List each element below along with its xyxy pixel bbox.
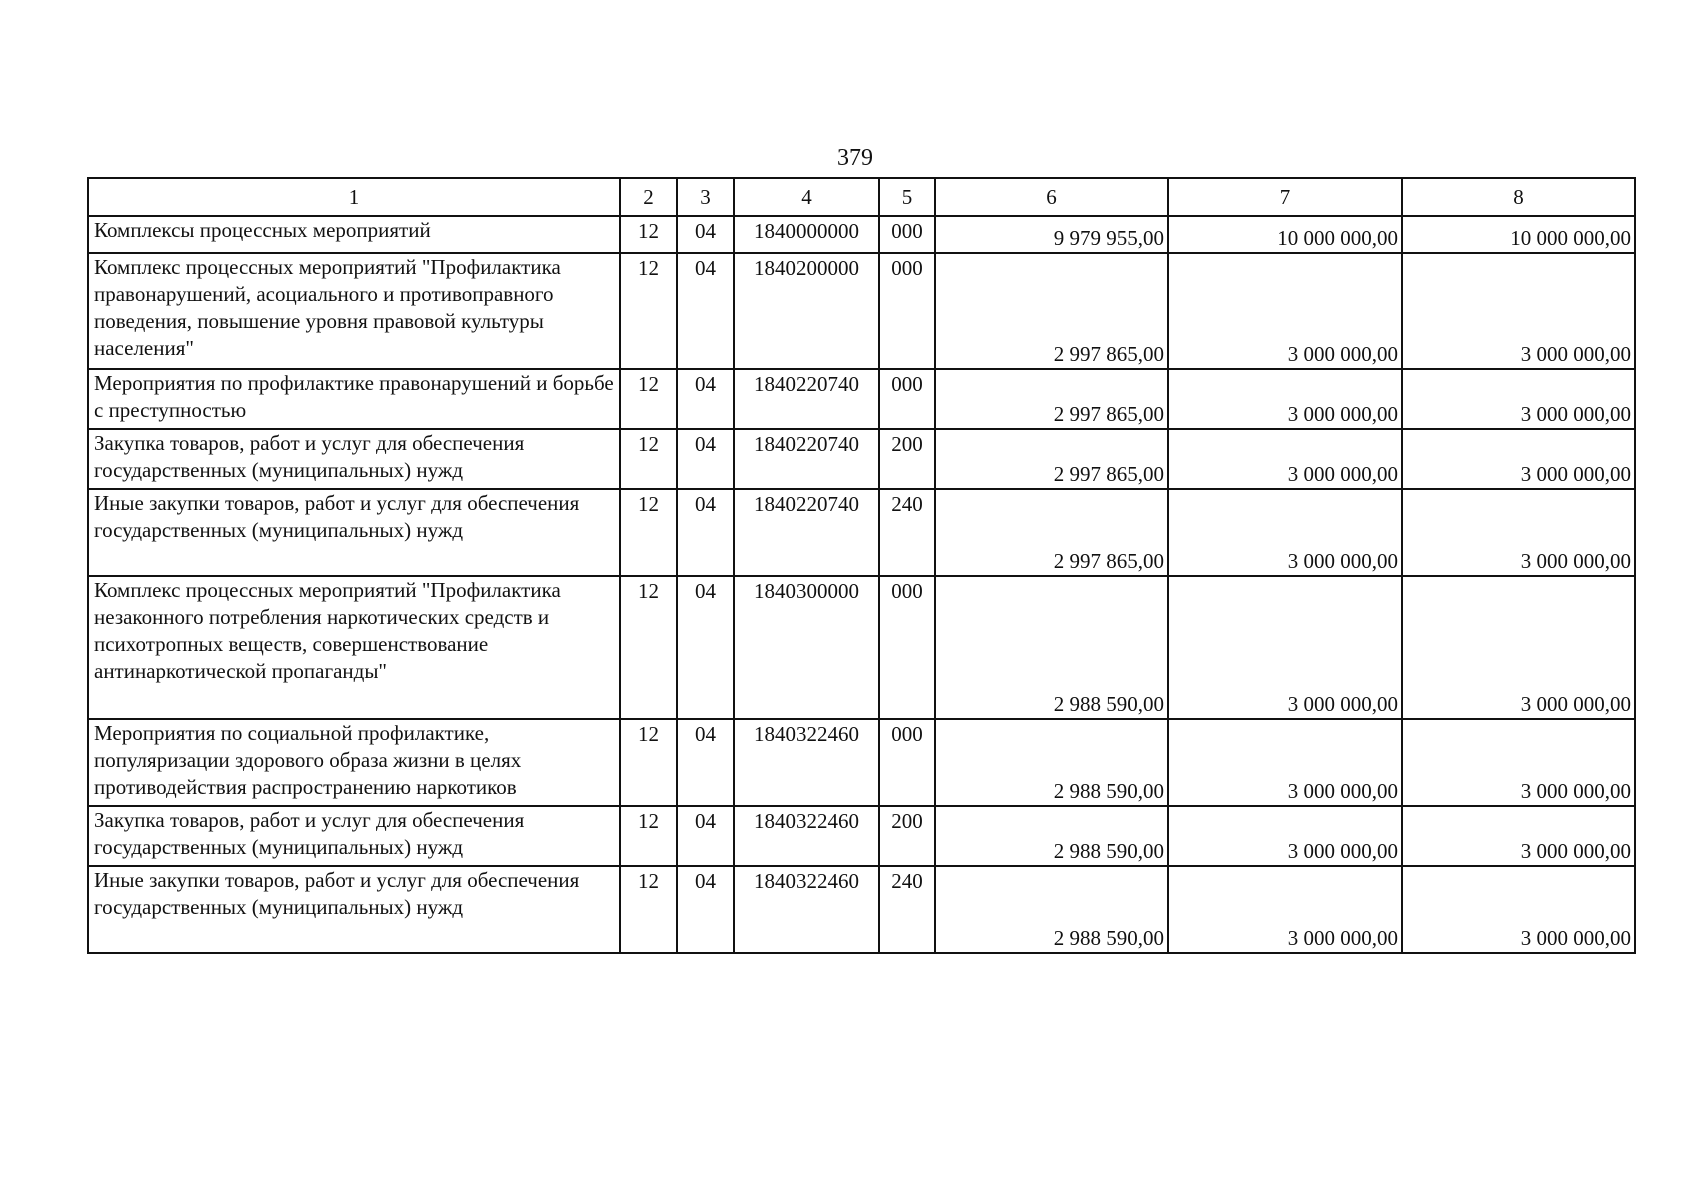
expense-type-code: 000 <box>879 719 935 806</box>
amount-col-7: 10 000 000,00 <box>1168 216 1402 253</box>
amount-col-7: 3 000 000,00 <box>1168 719 1402 806</box>
column-header-7: 7 <box>1168 178 1402 216</box>
table-row <box>88 369 1635 429</box>
expense-type-code: 200 <box>879 429 935 489</box>
expense-type-code: 200 <box>879 806 935 866</box>
expense-type-code: 000 <box>879 216 935 253</box>
table-row <box>88 719 1635 806</box>
target-article-code: 1840200000 <box>734 253 879 369</box>
row-description: Иные закупки товаров, работ и услуг для обеспечения государственных (муниципальных) нужд <box>88 866 620 953</box>
amount-col-8: 3 000 000,00 <box>1402 429 1635 489</box>
amount-col-8: 3 000 000,00 <box>1402 369 1635 429</box>
amount-col-8: 3 000 000,00 <box>1402 253 1635 369</box>
subsection-code: 04 <box>677 489 734 576</box>
section-code: 12 <box>620 576 677 719</box>
table-row <box>88 253 1635 369</box>
expense-type-code: 000 <box>879 576 935 719</box>
row-description: Мероприятия по социальной профилактике, популяризации здорового образа жизни в целях противодействия распространению наркотиков <box>88 719 620 806</box>
amount-col-7: 3 000 000,00 <box>1168 489 1402 576</box>
amount-col-7: 3 000 000,00 <box>1168 806 1402 866</box>
row-description: Комплекс процессных мероприятий "Профилактика незаконного потребления наркотических средств и психотропных веществ, совершенствование антинаркотической пропаганды" <box>88 576 620 719</box>
budget-table <box>87 177 1636 954</box>
expense-type-code: 240 <box>879 866 935 953</box>
amount-col-6: 2 988 590,00 <box>935 719 1168 806</box>
amount-col-6: 2 997 865,00 <box>935 489 1168 576</box>
row-description: Закупка товаров, работ и услуг для обеспечения государственных (муниципальных) нужд <box>88 429 620 489</box>
subsection-code: 04 <box>677 429 734 489</box>
column-header-6: 6 <box>935 178 1168 216</box>
section-code: 12 <box>620 719 677 806</box>
target-article-code: 1840300000 <box>734 576 879 719</box>
subsection-code: 04 <box>677 866 734 953</box>
target-article-code: 1840322460 <box>734 866 879 953</box>
amount-col-6: 2 988 590,00 <box>935 576 1168 719</box>
column-header-1: 1 <box>88 178 620 216</box>
target-article-code: 1840322460 <box>734 719 879 806</box>
expense-type-code: 000 <box>879 253 935 369</box>
amount-col-8: 10 000 000,00 <box>1402 216 1635 253</box>
amount-col-8: 3 000 000,00 <box>1402 806 1635 866</box>
amount-col-8: 3 000 000,00 <box>1402 489 1635 576</box>
amount-col-7: 3 000 000,00 <box>1168 576 1402 719</box>
table-row <box>88 429 1635 489</box>
subsection-code: 04 <box>677 253 734 369</box>
amount-col-6: 2 988 590,00 <box>935 806 1168 866</box>
target-article-code: 1840220740 <box>734 369 879 429</box>
expense-type-code: 240 <box>879 489 935 576</box>
target-article-code: 1840220740 <box>734 429 879 489</box>
section-code: 12 <box>620 253 677 369</box>
amount-col-6: 2 997 865,00 <box>935 429 1168 489</box>
amount-col-8: 3 000 000,00 <box>1402 866 1635 953</box>
amount-col-6: 2 997 865,00 <box>935 253 1168 369</box>
amount-col-6: 2 988 590,00 <box>935 866 1168 953</box>
section-code: 12 <box>620 429 677 489</box>
section-code: 12 <box>620 489 677 576</box>
amount-col-7: 3 000 000,00 <box>1168 866 1402 953</box>
row-description: Мероприятия по профилактике правонарушений и борьбе с преступностью <box>88 369 620 429</box>
amount-col-6: 2 997 865,00 <box>935 369 1168 429</box>
table-row <box>88 806 1635 866</box>
amount-col-6: 9 979 955,00 <box>935 216 1168 253</box>
column-header-3: 3 <box>677 178 734 216</box>
table-row <box>88 866 1635 953</box>
section-code: 12 <box>620 866 677 953</box>
amount-col-7: 3 000 000,00 <box>1168 429 1402 489</box>
subsection-code: 04 <box>677 806 734 866</box>
section-code: 12 <box>620 216 677 253</box>
column-header-8: 8 <box>1402 178 1635 216</box>
column-header-4: 4 <box>734 178 879 216</box>
subsection-code: 04 <box>677 576 734 719</box>
target-article-code: 1840000000 <box>734 216 879 253</box>
section-code: 12 <box>620 369 677 429</box>
table-row <box>88 216 1635 253</box>
table-row <box>88 489 1635 576</box>
expense-type-code: 000 <box>879 369 935 429</box>
amount-col-7: 3 000 000,00 <box>1168 253 1402 369</box>
row-description: Комплекс процессных мероприятий "Профилактика правонарушений, асоциального и противоправного поведения, повышение уровня правовой культуры населения" <box>88 253 620 369</box>
page-number: 379 <box>837 145 873 171</box>
column-header-2: 2 <box>620 178 677 216</box>
subsection-code: 04 <box>677 369 734 429</box>
target-article-code: 1840322460 <box>734 806 879 866</box>
subsection-code: 04 <box>677 216 734 253</box>
amount-col-7: 3 000 000,00 <box>1168 369 1402 429</box>
amount-col-8: 3 000 000,00 <box>1402 576 1635 719</box>
header-row <box>88 178 1635 216</box>
column-header-5: 5 <box>879 178 935 216</box>
row-description: Иные закупки товаров, работ и услуг для обеспечения государственных (муниципальных) нужд <box>88 489 620 576</box>
section-code: 12 <box>620 806 677 866</box>
row-description: Закупка товаров, работ и услуг для обеспечения государственных (муниципальных) нужд <box>88 806 620 866</box>
target-article-code: 1840220740 <box>734 489 879 576</box>
row-description: Комплексы процессных мероприятий <box>88 216 620 253</box>
amount-col-8: 3 000 000,00 <box>1402 719 1635 806</box>
subsection-code: 04 <box>677 719 734 806</box>
table-row <box>88 576 1635 719</box>
